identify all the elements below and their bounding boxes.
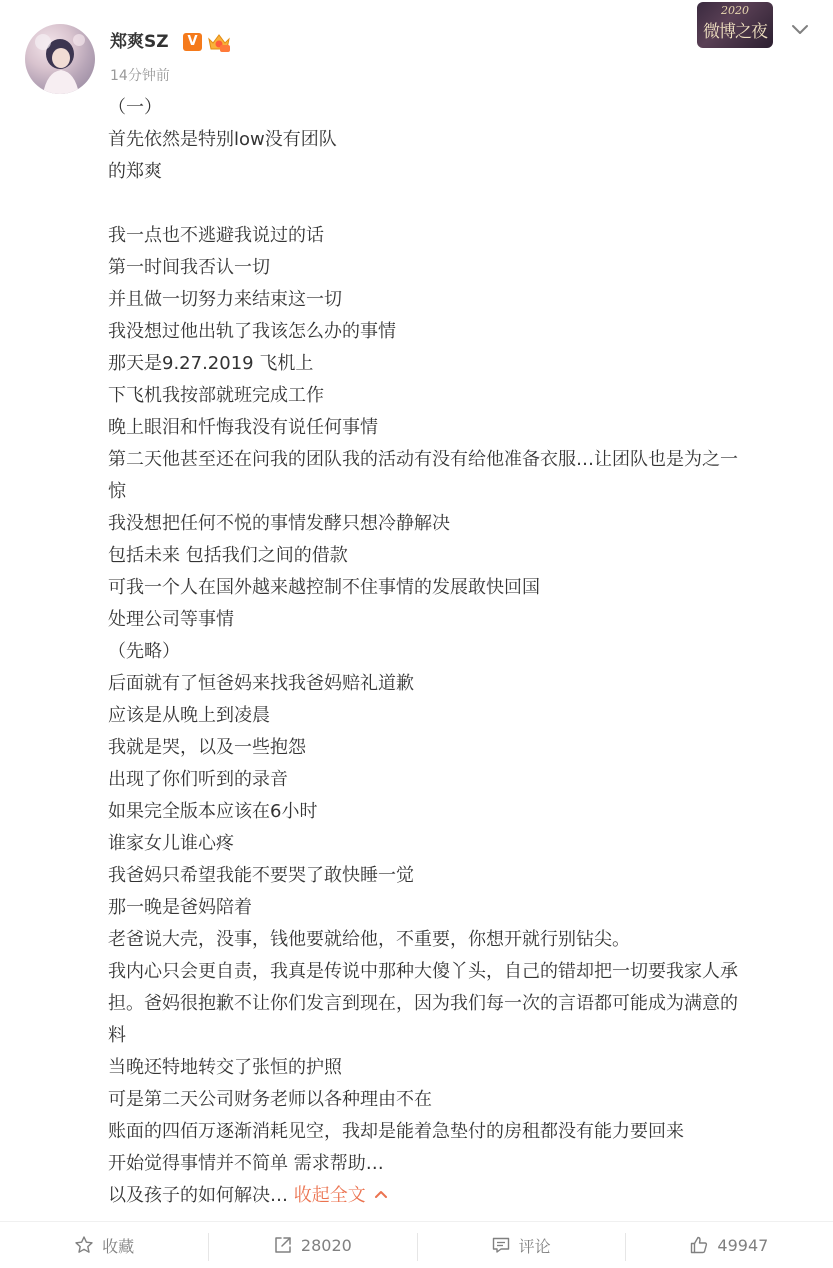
username[interactable]: 郑爽SZ	[110, 32, 169, 52]
star-icon	[74, 1235, 94, 1255]
comment-label: 评论	[518, 1236, 551, 1256]
post-line: 我没想过他出轨了我该怎么办的事情	[108, 321, 396, 342]
post-line: 担。爸妈很抱歉不让你们发言到现在，因为我们每一次的言语都可能成为满意的	[108, 993, 738, 1014]
chevron-up-icon	[374, 1189, 388, 1199]
post-line: 开始觉得事情并不简单 需求帮助…	[108, 1153, 384, 1174]
verified-v-badge-icon: V	[183, 33, 202, 51]
post-line: 应该是从晚上到凌晨	[108, 705, 270, 726]
post-line: 惊	[108, 481, 126, 502]
favorite-button[interactable]	[0, 1222, 208, 1268]
post-line: 如果完全版本应该在6小时	[108, 801, 318, 822]
post-line-text: 以及孩子的如何解决…	[108, 1185, 288, 1206]
post-line: 并且做一切努力来结束这一切	[108, 289, 342, 310]
post-line: 出现了你们听到的录音	[108, 769, 288, 790]
post-content	[108, 92, 808, 1212]
collapse-full-text-link[interactable]	[288, 1185, 388, 1206]
repost-count: 28020	[300, 1235, 352, 1255]
fan-crown-badge-icon	[206, 31, 232, 53]
post-line: 第二天他甚至还在问我的团队我的活动有没有给他准备衣服…让团队也是为之一	[108, 449, 738, 470]
post-line: 那一晚是爸妈陪着	[108, 897, 252, 918]
post-line: 可我一个人在国外越来越控制不住事情的发展敢快回国	[108, 577, 540, 598]
post-line: 我爸妈只希望我能不要哭了敢快睡一觉	[108, 865, 414, 886]
post-line: 可是第二天公司财务老师以各种理由不在	[108, 1089, 432, 1110]
post-line: 那天是9.27.2019 飞机上	[108, 353, 314, 374]
post-line: （先略）	[108, 641, 180, 662]
chevron-down-icon[interactable]	[790, 22, 810, 38]
post-line-blank	[108, 188, 808, 220]
comment-button[interactable]	[417, 1222, 625, 1268]
post-line-last	[108, 1180, 808, 1212]
post-line: 处理公司等事情	[108, 609, 234, 630]
post-line: 第一时间我否认一切	[108, 257, 270, 278]
post-line: 谁家女儿谁心疼	[108, 833, 234, 854]
post-line: 的郑爽	[108, 161, 162, 182]
post-line: 首先依然是特别low没有团队	[108, 129, 337, 150]
avatar-image	[25, 24, 95, 94]
event-logo[interactable]	[697, 2, 773, 48]
favorite-label: 收藏	[102, 1236, 135, 1256]
repost-button[interactable]	[208, 1222, 416, 1268]
event-logo-name: 微博之夜	[703, 22, 767, 42]
post-line: 晚上眼泪和忏悔我没有说任何事情	[108, 417, 378, 438]
post-line: 下飞机我按部就班完成工作	[108, 385, 324, 406]
comment-icon	[491, 1235, 511, 1255]
share-icon	[273, 1235, 293, 1255]
avatar[interactable]	[25, 24, 95, 94]
post-line: 我一点也不逃避我说过的话	[108, 225, 324, 246]
like-button[interactable]	[625, 1222, 833, 1268]
post-line: 老爸说大壳，没事，钱他要就给他，不重要，你想开就行别钻尖。	[108, 929, 630, 950]
post-line: 料	[108, 1025, 126, 1046]
post-action-bar	[0, 1221, 833, 1268]
event-logo-year: 2020	[721, 4, 749, 17]
thumbs-up-icon	[689, 1235, 709, 1255]
like-count: 49947	[717, 1235, 769, 1255]
post-line: 当晚还特地转交了张恒的护照	[108, 1057, 342, 1078]
post-line: 后面就有了恒爸妈来找我爸妈赔礼道歉	[108, 673, 414, 694]
post-line: 我内心只会更自责，我真是传说中那种大傻丫头，自己的错却把一切要我家人承	[108, 961, 738, 982]
post-line: 我就是哭，以及一些抱怨	[108, 737, 306, 758]
collapse-label: 收起全文	[293, 1185, 366, 1206]
post-line: 账面的四佰万逐渐消耗见空，我却是能着急垫付的房租都没有能力要回来	[108, 1121, 684, 1142]
post-timestamp[interactable]: 14分钟前	[110, 68, 170, 84]
post-line: 包括未来 包括我们之间的借款	[108, 545, 348, 566]
post-line: （一）	[108, 97, 162, 118]
post-line: 我没想把任何不悦的事情发酵只想冷静解决	[108, 513, 450, 534]
